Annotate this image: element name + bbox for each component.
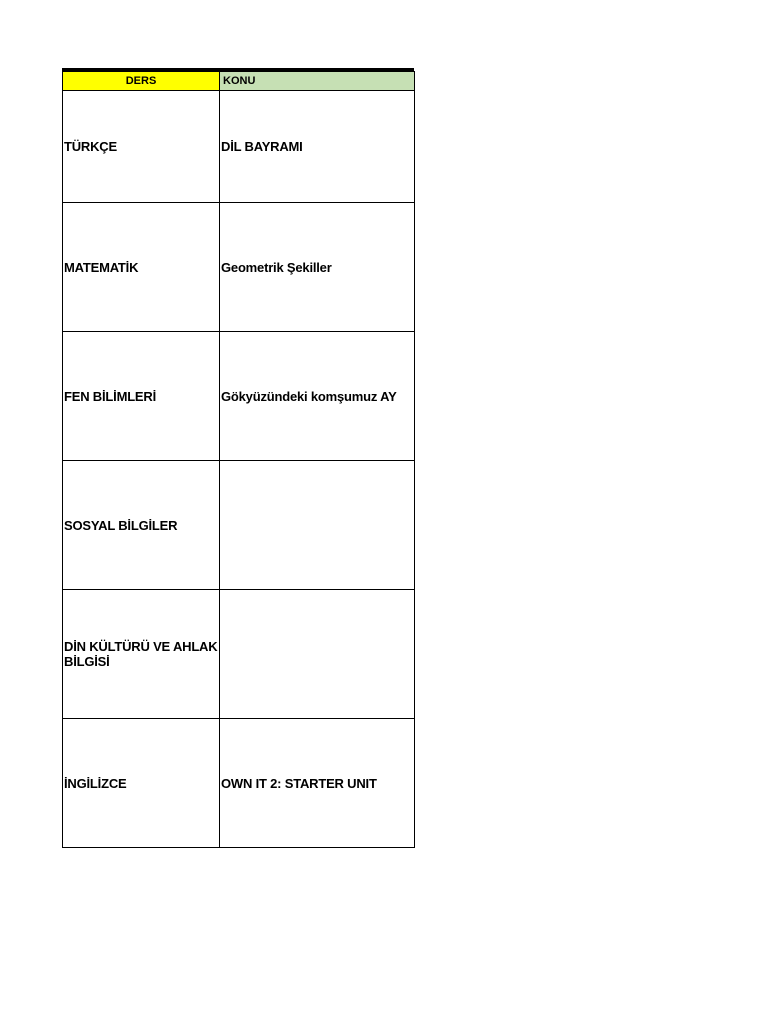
cell-konu	[220, 590, 415, 719]
lesson-table-sheet	[62, 68, 414, 848]
cell-konu: DİL BAYRAMI	[220, 91, 415, 203]
cell-ders: MATEMATİK	[63, 203, 220, 332]
cell-ders: İNGİLİZCE	[63, 719, 220, 848]
table-body	[63, 91, 415, 848]
table-header	[63, 72, 415, 91]
cell-ders: FEN BİLİMLERİ	[63, 332, 220, 461]
cell-ders: SOSYAL BİLGİLER	[63, 461, 220, 590]
table-row	[63, 590, 415, 719]
cell-konu: Geometrik Şekiller	[220, 203, 415, 332]
cell-ders: DİN KÜLTÜRÜ VE AHLAK BİLGİSİ	[63, 590, 220, 719]
table-row	[63, 719, 415, 848]
lesson-table	[62, 71, 415, 848]
table-row	[63, 91, 415, 203]
header-ders: DERS	[63, 72, 220, 91]
table-row	[63, 332, 415, 461]
table-row	[63, 461, 415, 590]
header-konu: KONU	[220, 72, 415, 91]
cell-konu	[220, 461, 415, 590]
cell-konu: OWN IT 2: STARTER UNIT	[220, 719, 415, 848]
cell-ders: TÜRKÇE	[63, 91, 220, 203]
cell-konu: Gökyüzündeki komşumuz AY	[220, 332, 415, 461]
table-row	[63, 203, 415, 332]
header-row	[63, 72, 415, 91]
